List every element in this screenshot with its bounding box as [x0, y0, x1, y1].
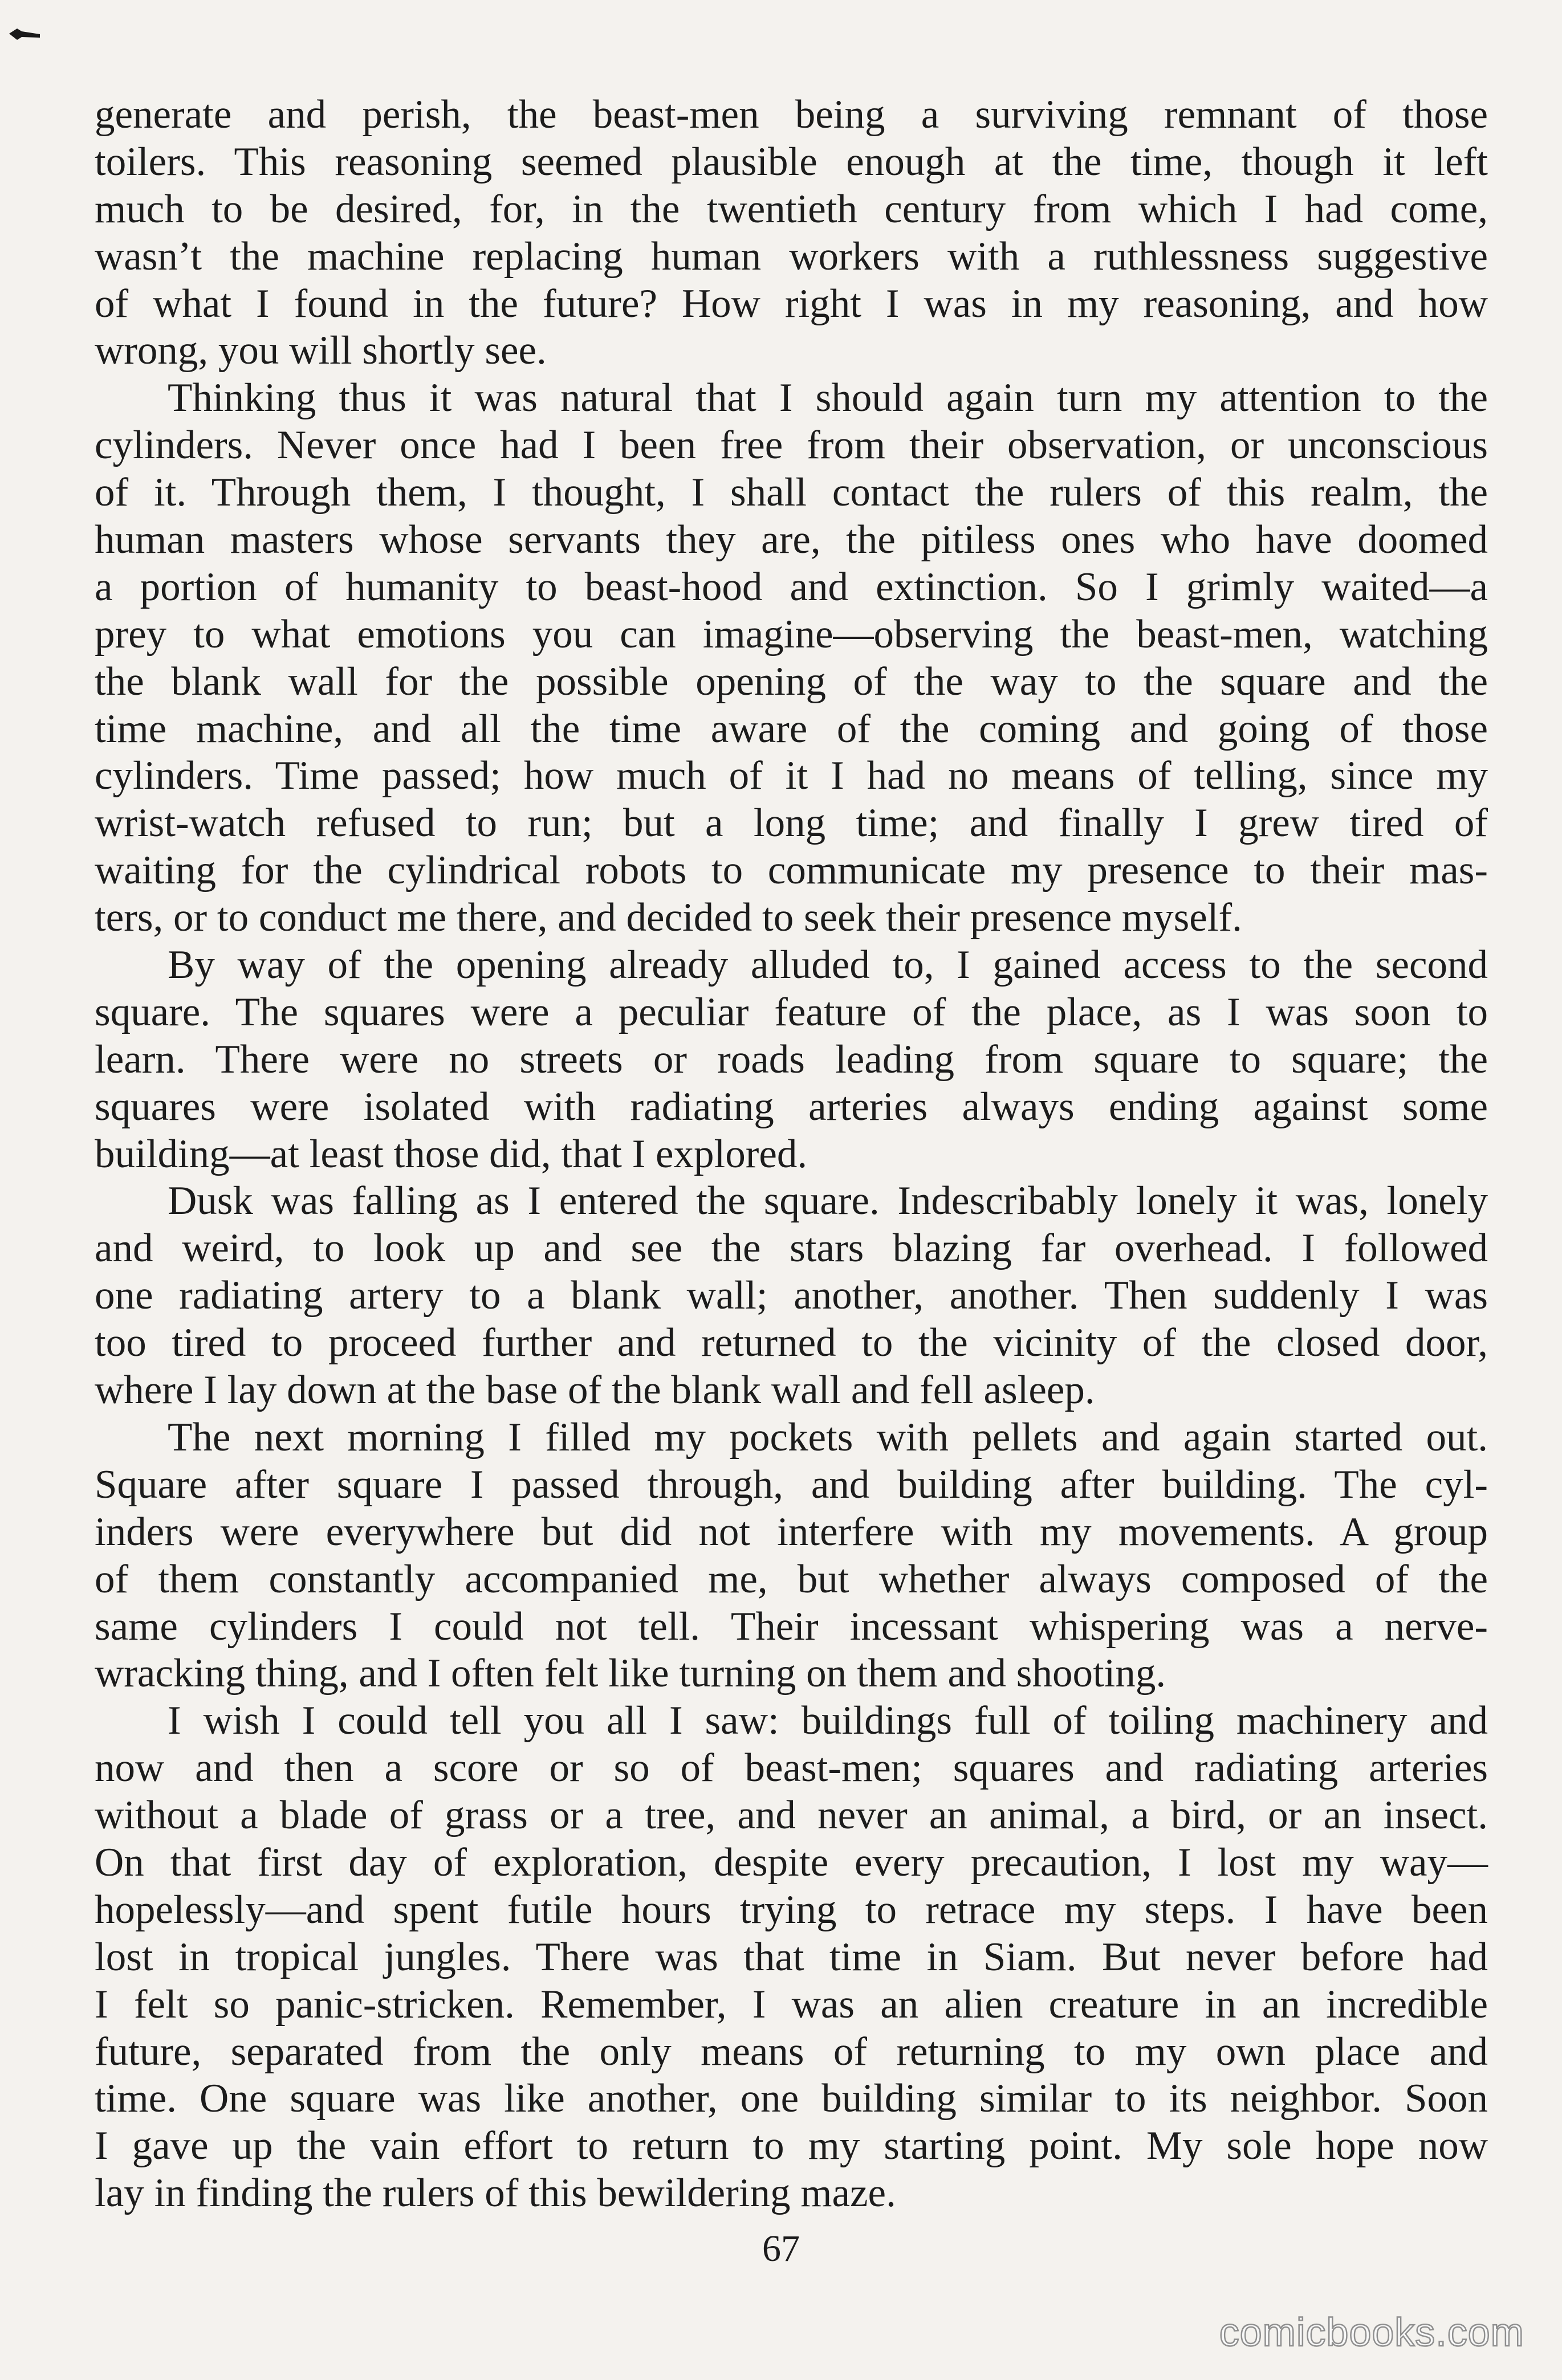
text-line: of them constantly accompanied me, but whether always composed of the [95, 1556, 1488, 1601]
text-line: Dusk was falling as I entered the square. Indescribably lonely it was, lonely [168, 1179, 1488, 1224]
text-line: now and then a score or so of beast-men; squares and radiating arteries [95, 1746, 1488, 1791]
paragraph [95, 942, 1488, 1177]
text-line: wrist-watch refused to run; but a long time; and finally I grew tired of [95, 801, 1488, 846]
text-line: waiting for the cylindrical robots to communicate my presence to their mas- [95, 848, 1488, 893]
text-line: same cylinders I could not tell. Their incessant whispering was a nerve- [95, 1604, 1488, 1649]
body-text [95, 91, 1488, 2217]
text-line: inders were everywhere but did not interfere with my movements. A group [95, 1509, 1488, 1554]
text-line: wracking thing, and I often felt like turning on them and shooting. [95, 1651, 1166, 1696]
text-line: By way of the opening already alluded to, I gained access to the second [168, 943, 1488, 988]
text-line: I wish I could tell you all I saw: buildings full of toiling machinery and [168, 1698, 1488, 1743]
text-line: future, separated from the only means of returning to my own place and [95, 2029, 1488, 2074]
paragraph [95, 91, 1488, 374]
page-number: 67 [762, 2228, 800, 2269]
text-line: cylinders. Never once had I been free from their observation, or unconscious [95, 423, 1488, 468]
paragraph [95, 1697, 1488, 2217]
text-line: On that first day of exploration, despite every precaution, I lost my way— [95, 1840, 1488, 1885]
paragraph [95, 1177, 1488, 1413]
text-line: generate and perish, the beast-men being a surviving remnant of those [95, 92, 1488, 137]
text-line: toilers. This reasoning seemed plausible enough at the time, though it left [95, 139, 1488, 184]
text-line: cylinders. Time passed; how much of it I had no means of telling, since my [95, 753, 1488, 798]
text-line: time machine, and all the time aware of the coming and going of those [95, 706, 1488, 751]
text-line: wrong, you will shortly see. [95, 328, 547, 373]
text-line: hopelessly—and spent futile hours trying to retrace my steps. I have been [95, 1887, 1488, 1932]
paragraph [95, 374, 1488, 942]
text-line: one radiating artery to a blank wall; another, another. Then suddenly I was [95, 1273, 1488, 1318]
text-line: The next morning I filled my pockets with pellets and again started out. [168, 1415, 1488, 1460]
text-line: where I lay down at the base of the blank wall and fell asleep. [95, 1368, 1095, 1413]
text-line: wasn’t the machine replacing human workers with a ruthlessness suggestive [95, 234, 1488, 279]
text-line: human masters whose servants they are, the pitiless ones who have doomed [95, 517, 1488, 563]
text-line: lay in finding the rulers of this bewildering maze. [95, 2171, 896, 2216]
text-line: of it. Through them, I thought, I shall contact the rulers of this realm, the [95, 470, 1488, 515]
text-line: square. The squares were a peculiar feature of the place, as I was soon to [95, 989, 1488, 1034]
text-line: prey to what emotions you can imagine—observing the beast-men, watching [95, 612, 1488, 657]
text-line: Thinking thus it was natural that I should again turn my attention to the [168, 376, 1488, 421]
text-line: of what I found in the future? How right I was in my reasoning, and how [95, 281, 1488, 326]
paragraph [95, 1414, 1488, 1697]
text-line: a portion of humanity to beast-hood and extinction. So I grimly waited—a [95, 564, 1488, 609]
text-line: the blank wall for the possible opening of the way to the square and the [95, 659, 1488, 704]
text-line: too tired to proceed further and returned to the vicinity of the closed door, [95, 1321, 1488, 1366]
text-line: lost in tropical jungles. There was that time in Siam. But never before had [95, 1934, 1488, 1979]
text-line: I felt so panic-stricken. Remember, I was an alien creature in an incredible [95, 1982, 1488, 2027]
watermark: comicbooks.com [1219, 2310, 1524, 2354]
text-line: I gave up the vain effort to return to my starting point. My sole hope now [95, 2124, 1488, 2169]
text-line: time. One square was like another, one building similar to its neighbor. Soon [95, 2076, 1488, 2121]
text-line: learn. There were no streets or roads leading from square to square; the [95, 1037, 1488, 1082]
corner-ink-mark [8, 26, 41, 41]
text-line: ters, or to conduct me there, and decided to seek their presence myself. [95, 895, 1242, 940]
text-line: without a blade of grass or a tree, and never an animal, a bird, or an insect. [95, 1793, 1488, 1838]
text-line: building—at least those did, that I explored. [95, 1131, 808, 1176]
text-line: Square after square I passed through, and building after building. The cyl- [95, 1462, 1488, 1507]
text-line: much to be desired, for, in the twentieth century from which I had come, [95, 186, 1488, 231]
text-line: squares were isolated with radiating arteries always ending against some [95, 1084, 1488, 1129]
text-line: and weird, to look up and see the stars blazing far overhead. I followed [95, 1226, 1488, 1271]
